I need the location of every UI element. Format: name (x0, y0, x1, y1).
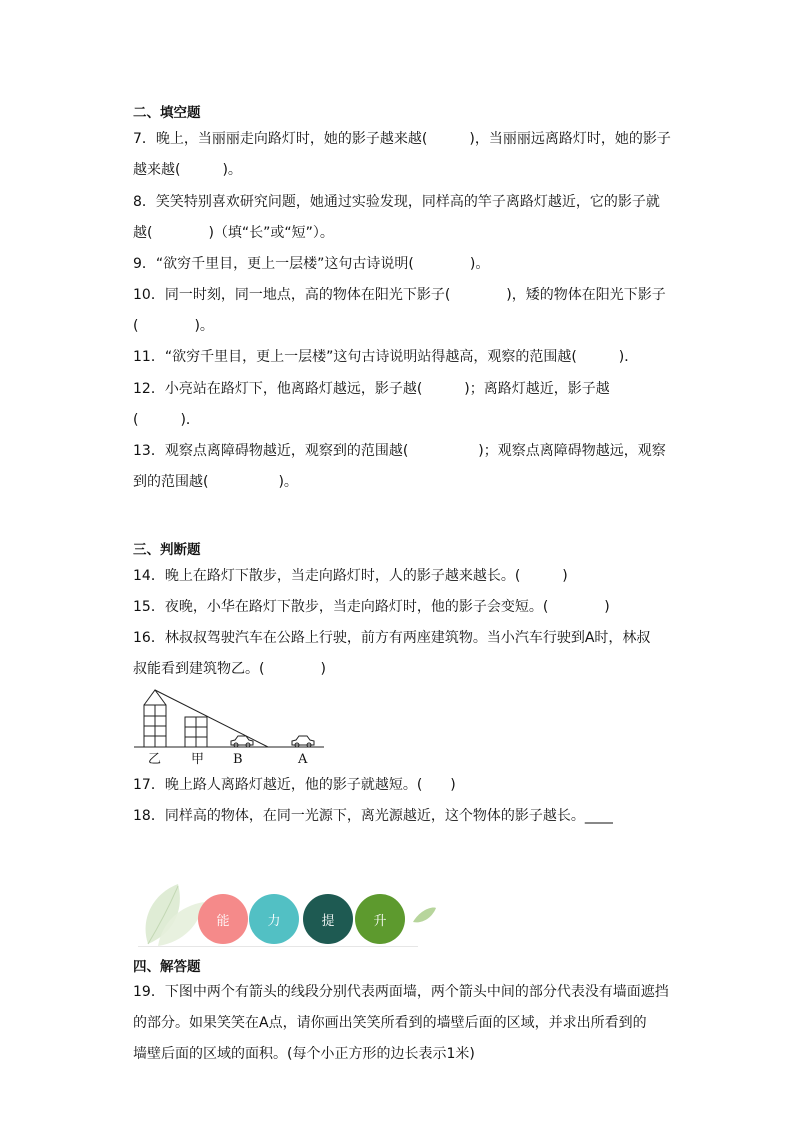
q12-line1: 12．小亮站在路灯下，他离路灯越远，影子越( )；离路灯越近，影子越 (133, 381, 610, 397)
q7-line1: 7．晚上，当丽丽走向路灯时，她的影子越来越( )，当丽丽远离路灯时，她的影子 (133, 131, 671, 147)
q12-line2: ( )． (133, 412, 200, 428)
car-at-a-icon (292, 736, 314, 747)
q13-line1: 13．观察点离障碍物越近，观察到的范围越( )；观察点离障碍物越远，观察 (133, 443, 666, 459)
badge-sheng: 升 (355, 894, 405, 944)
q16-line1: 16．林叔叔驾驶汽车在公路上行驶，前方有两座建筑物。当小汽车行驶到A时，林叔 (133, 630, 651, 646)
q16-line2: 叔能看到建筑物乙。( ) (133, 661, 326, 677)
banner-divider (138, 946, 418, 947)
q17-line: 17．晚上路人离路灯越近，他的影子就越短。( ) (133, 777, 456, 793)
badge-li: 力 (249, 894, 299, 944)
badge-ti: 提 (303, 894, 353, 944)
q14-line: 14．晚上在路灯下散步，当走向路灯时，人的影子越来越长。( ) (133, 568, 568, 584)
section-heading-answer: 四、解答题 (133, 959, 201, 975)
building-jia (185, 717, 207, 747)
q8-line2: 越( )（填“长”或“短”）。 (133, 225, 334, 241)
q19-line2: 的部分。如果笑笑在A点，请你画出笑笑所看到的墙壁后面的区域，并求出所看到的 (133, 1015, 647, 1031)
q11-line: 11．“欲穷千里目，更上一层楼”这句古诗说明站得越高，观察的范围越( )． (133, 349, 639, 365)
q19-line1: 19．下图中两个有箭头的线段分别代表两面墙，两个箭头中间的部分代表没有墙面遮挡 (133, 984, 669, 1000)
label-yi: 乙 (148, 752, 162, 767)
badge-neng: 能 (198, 894, 248, 944)
q18-line: 18．同样高的物体，在同一光源下，离光源越近，这个物体的影子越长。____ (133, 808, 613, 824)
label-a: A (298, 752, 308, 767)
q7-line2: 越来越( )。 (133, 162, 242, 178)
label-jia: 甲 (191, 752, 205, 767)
section-heading-fill-blank: 二、填空题 (133, 105, 201, 121)
q10-line1: 10．同一时刻，同一地点，高的物体在阳光下影子( )，矮的物体在阳光下影子 (133, 287, 666, 303)
label-b: B (233, 752, 243, 767)
building-yi (144, 690, 166, 747)
q9-line: 9．“欲穷千里目，更上一层楼”这句古诗说明( )。 (133, 256, 490, 272)
q13-line2: 到的范围越( )。 (133, 474, 298, 490)
q15-line: 15．夜晚，小华在路灯下散步，当走向路灯时，他的影子会变短。( ) (133, 599, 610, 615)
sight-line (155, 690, 268, 747)
q19-line3: 墙壁后面的区域的面积。(每个小正方形的边长表示1米) (133, 1046, 475, 1062)
building-sightline-diagram (130, 685, 330, 767)
q8-line1: 8．笑笑特别喜欢研究问题，她通过实验发现，同样高的竿子离路灯越近，它的影子就 (133, 194, 660, 210)
q10-line2: ( )。 (133, 318, 214, 334)
section-heading-judgment: 三、判断题 (133, 542, 201, 558)
